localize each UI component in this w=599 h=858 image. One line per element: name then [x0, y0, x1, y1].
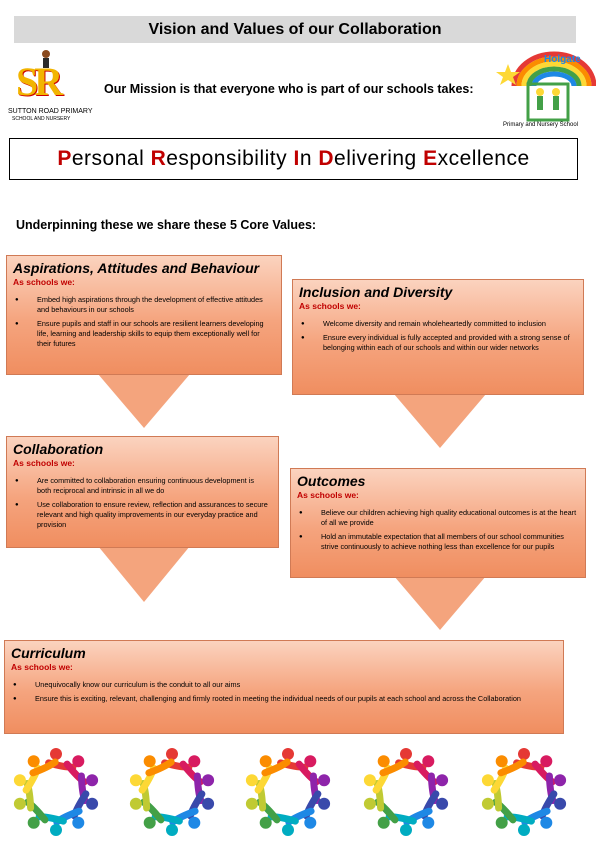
- value-card-aspirations: [6, 255, 282, 375]
- value-subtitle: As schools we:: [297, 490, 359, 500]
- people-circle-icon: [358, 742, 454, 842]
- motto-word: n: [299, 147, 319, 170]
- people-circle-icon: [240, 742, 336, 842]
- motto-initial: D: [318, 147, 335, 170]
- value-title: Inclusion and Diversity: [299, 284, 453, 300]
- value-bullet: ● Ensure every individual is fully accepted and provided with a strong sense of belonging within each of our schools and within our wider networks: [299, 333, 575, 353]
- motto-initial: E: [423, 147, 438, 170]
- logo-school-name: SUTTON ROAD PRIMARY: [8, 108, 93, 115]
- logo-initials: SR: [16, 59, 60, 104]
- people-circle-icon: [8, 742, 104, 842]
- value-bullet: ● Believe our children achieving high quality educational outcomes is at the heart of all we provide: [297, 508, 577, 528]
- value-card-collaboration: [6, 436, 279, 548]
- value-title: Aspirations, Attitudes and Behaviour: [13, 260, 260, 276]
- logo-school-title: Holgate: [544, 54, 581, 65]
- sutton-road-logo: [6, 48, 92, 128]
- motto-initial: P: [57, 147, 72, 170]
- motto-box: [9, 138, 578, 180]
- down-arrow-icon: [98, 546, 190, 602]
- logo-school-subname: SCHOOL AND NURSERY: [12, 116, 71, 122]
- motto-initial: R: [150, 147, 167, 170]
- core-values-heading: Underpinning these we share these 5 Core Values:: [16, 218, 317, 232]
- value-subtitle: As schools we:: [13, 458, 75, 468]
- logo-school-caption: Primary and Nursery School: [503, 122, 579, 128]
- people-circle-icon: [476, 742, 572, 842]
- value-bullet: ● Ensure this is exciting, relevant, challenging and firmly rooted in meeting the individual needs of our pupils at each school and across the Collaboration: [11, 694, 555, 704]
- down-arrow-icon: [98, 374, 190, 428]
- value-bullet: ● Unequivocally know our curriculum is the conduit to all our aims: [11, 680, 555, 690]
- value-title: Curriculum: [11, 645, 86, 661]
- value-bullet: ● Welcome diversity and remain wholeheartedly committed to inclusion: [299, 319, 575, 329]
- value-card-inclusion: [292, 279, 584, 395]
- rainbow-icon: [496, 46, 596, 122]
- value-title: Outcomes: [297, 473, 366, 489]
- value-subtitle: As schools we:: [299, 301, 361, 311]
- page-title: Vision and Values of our Collaboration: [14, 16, 576, 43]
- motto-word: esponsibility: [166, 147, 294, 170]
- down-arrow-icon: [394, 576, 486, 630]
- motto-initial: I: [293, 147, 300, 170]
- motto-word: xcellence: [437, 147, 530, 170]
- value-bullet: ● Ensure pupils and staff in our schools are resilient learners developing life, learning and leadership skills to equip them exceptionally well for their futures: [13, 319, 273, 349]
- motto-word: ersonal: [71, 147, 151, 170]
- down-arrow-icon: [394, 394, 486, 448]
- value-bullet: ● Hold an immutable expectation that all members of our school communities strive continuously to achieve nothing less than excellence for our pupils: [297, 532, 577, 552]
- people-circle-icon: [124, 742, 220, 842]
- motto-word: elivering: [334, 147, 424, 170]
- value-bullet: ● Are committed to collaboration ensuring continuous development is both reciprocal and intrinsic in all we do: [13, 476, 270, 496]
- mission-statement: Our Mission is that everyone who is part of our schools takes:: [104, 82, 474, 96]
- value-subtitle: As schools we:: [11, 662, 73, 672]
- value-card-curriculum: [4, 640, 564, 734]
- value-bullet: ● Embed high aspirations through the development of effective attitudes and behaviours in our schools: [13, 295, 273, 315]
- value-card-outcomes: [290, 468, 586, 578]
- value-subtitle: As schools we:: [13, 277, 75, 287]
- value-title: Collaboration: [13, 441, 104, 457]
- value-bullet: ● Use collaboration to ensure review, reflection and assurances to secure relevant and high quality improvements in our everyday practice and provision: [13, 500, 270, 530]
- holgate-logo: [496, 46, 596, 132]
